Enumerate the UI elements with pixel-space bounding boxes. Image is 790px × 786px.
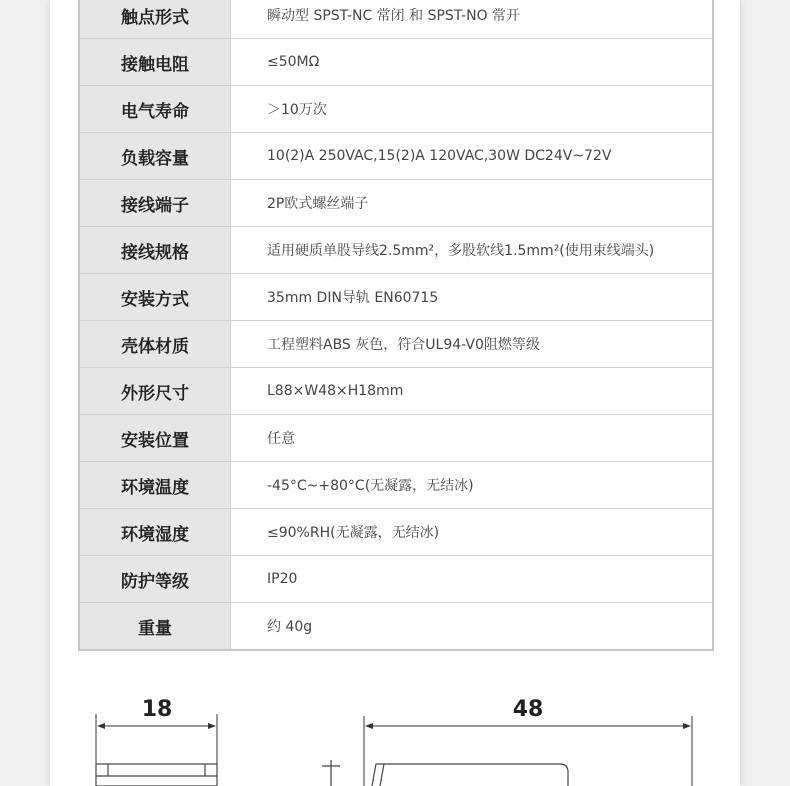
spec-row bbox=[80, 461, 712, 508]
spec-row bbox=[80, 602, 712, 649]
spec-value: 约 40g bbox=[267, 619, 313, 635]
side-view-outline bbox=[96, 764, 217, 786]
spec-row bbox=[80, 414, 712, 461]
spec-value: IP20 bbox=[267, 571, 298, 587]
spec-value: ≤90%RH(无凝露，无结冰) bbox=[267, 525, 440, 541]
spec-row bbox=[80, 320, 712, 367]
dimension-drawing bbox=[50, 680, 740, 786]
spec-row bbox=[80, 132, 712, 179]
spec-label: 接线端子 bbox=[80, 180, 231, 226]
length-dimension-label: 48 bbox=[512, 697, 544, 722]
spec-label: 接线规格 bbox=[80, 227, 231, 273]
spec-label: 电气寿命 bbox=[80, 86, 231, 132]
spec-table bbox=[78, 0, 714, 651]
spec-row bbox=[80, 273, 712, 320]
width-dimension-label: 18 bbox=[141, 697, 173, 722]
spec-row bbox=[80, 179, 712, 226]
spec-label: 环境湿度 bbox=[80, 509, 231, 555]
spec-value: 瞬动型 SPST-NC 常闭 和 SPST-NO 常开 bbox=[267, 8, 521, 24]
spec-label: 安装位置 bbox=[80, 415, 231, 461]
spec-row bbox=[80, 0, 712, 38]
spec-value: -45°C~+80°C(无凝露，无结冰) bbox=[267, 478, 474, 494]
spec-row bbox=[80, 508, 712, 555]
length-dimension bbox=[364, 716, 692, 786]
spec-value: ≤50MΩ bbox=[267, 54, 320, 70]
product-card bbox=[50, 0, 740, 786]
spec-value: 10(2)A 250VAC,15(2)A 120VAC,30W DC24V~72V bbox=[267, 148, 612, 164]
spec-label: 接触电阻 bbox=[80, 39, 231, 85]
spec-label: 安装方式 bbox=[80, 274, 231, 320]
spec-value: L88×W48×H18mm bbox=[267, 383, 404, 399]
spec-row bbox=[80, 367, 712, 414]
spec-value: 工程塑料ABS 灰色，符合UL94-V0阻燃等级 bbox=[267, 337, 540, 353]
spec-label: 壳体材质 bbox=[80, 321, 231, 367]
spec-label: 重量 bbox=[80, 603, 231, 649]
spec-value: 2P欧式螺丝端子 bbox=[267, 196, 369, 212]
front-view-outline bbox=[322, 760, 568, 786]
spec-row bbox=[80, 85, 712, 132]
spec-value: 适用硬质单股导线2.5mm²，多股软线1.5mm²(使用束线端头) bbox=[267, 243, 655, 259]
spec-label: 环境温度 bbox=[80, 462, 231, 508]
spec-label: 外形尺寸 bbox=[80, 368, 231, 414]
spec-value: ＞10万次 bbox=[267, 102, 327, 118]
spec-row bbox=[80, 38, 712, 85]
spec-label: 负载容量 bbox=[80, 133, 231, 179]
spec-row bbox=[80, 226, 712, 273]
spec-label: 触点形式 bbox=[80, 0, 231, 38]
spec-value: 任意 bbox=[267, 431, 295, 447]
spec-value: 35mm DIN导轨 EN60715 bbox=[267, 290, 439, 306]
spec-label: 防护等级 bbox=[80, 556, 231, 602]
spec-row bbox=[80, 555, 712, 602]
width-dimension bbox=[96, 714, 217, 786]
